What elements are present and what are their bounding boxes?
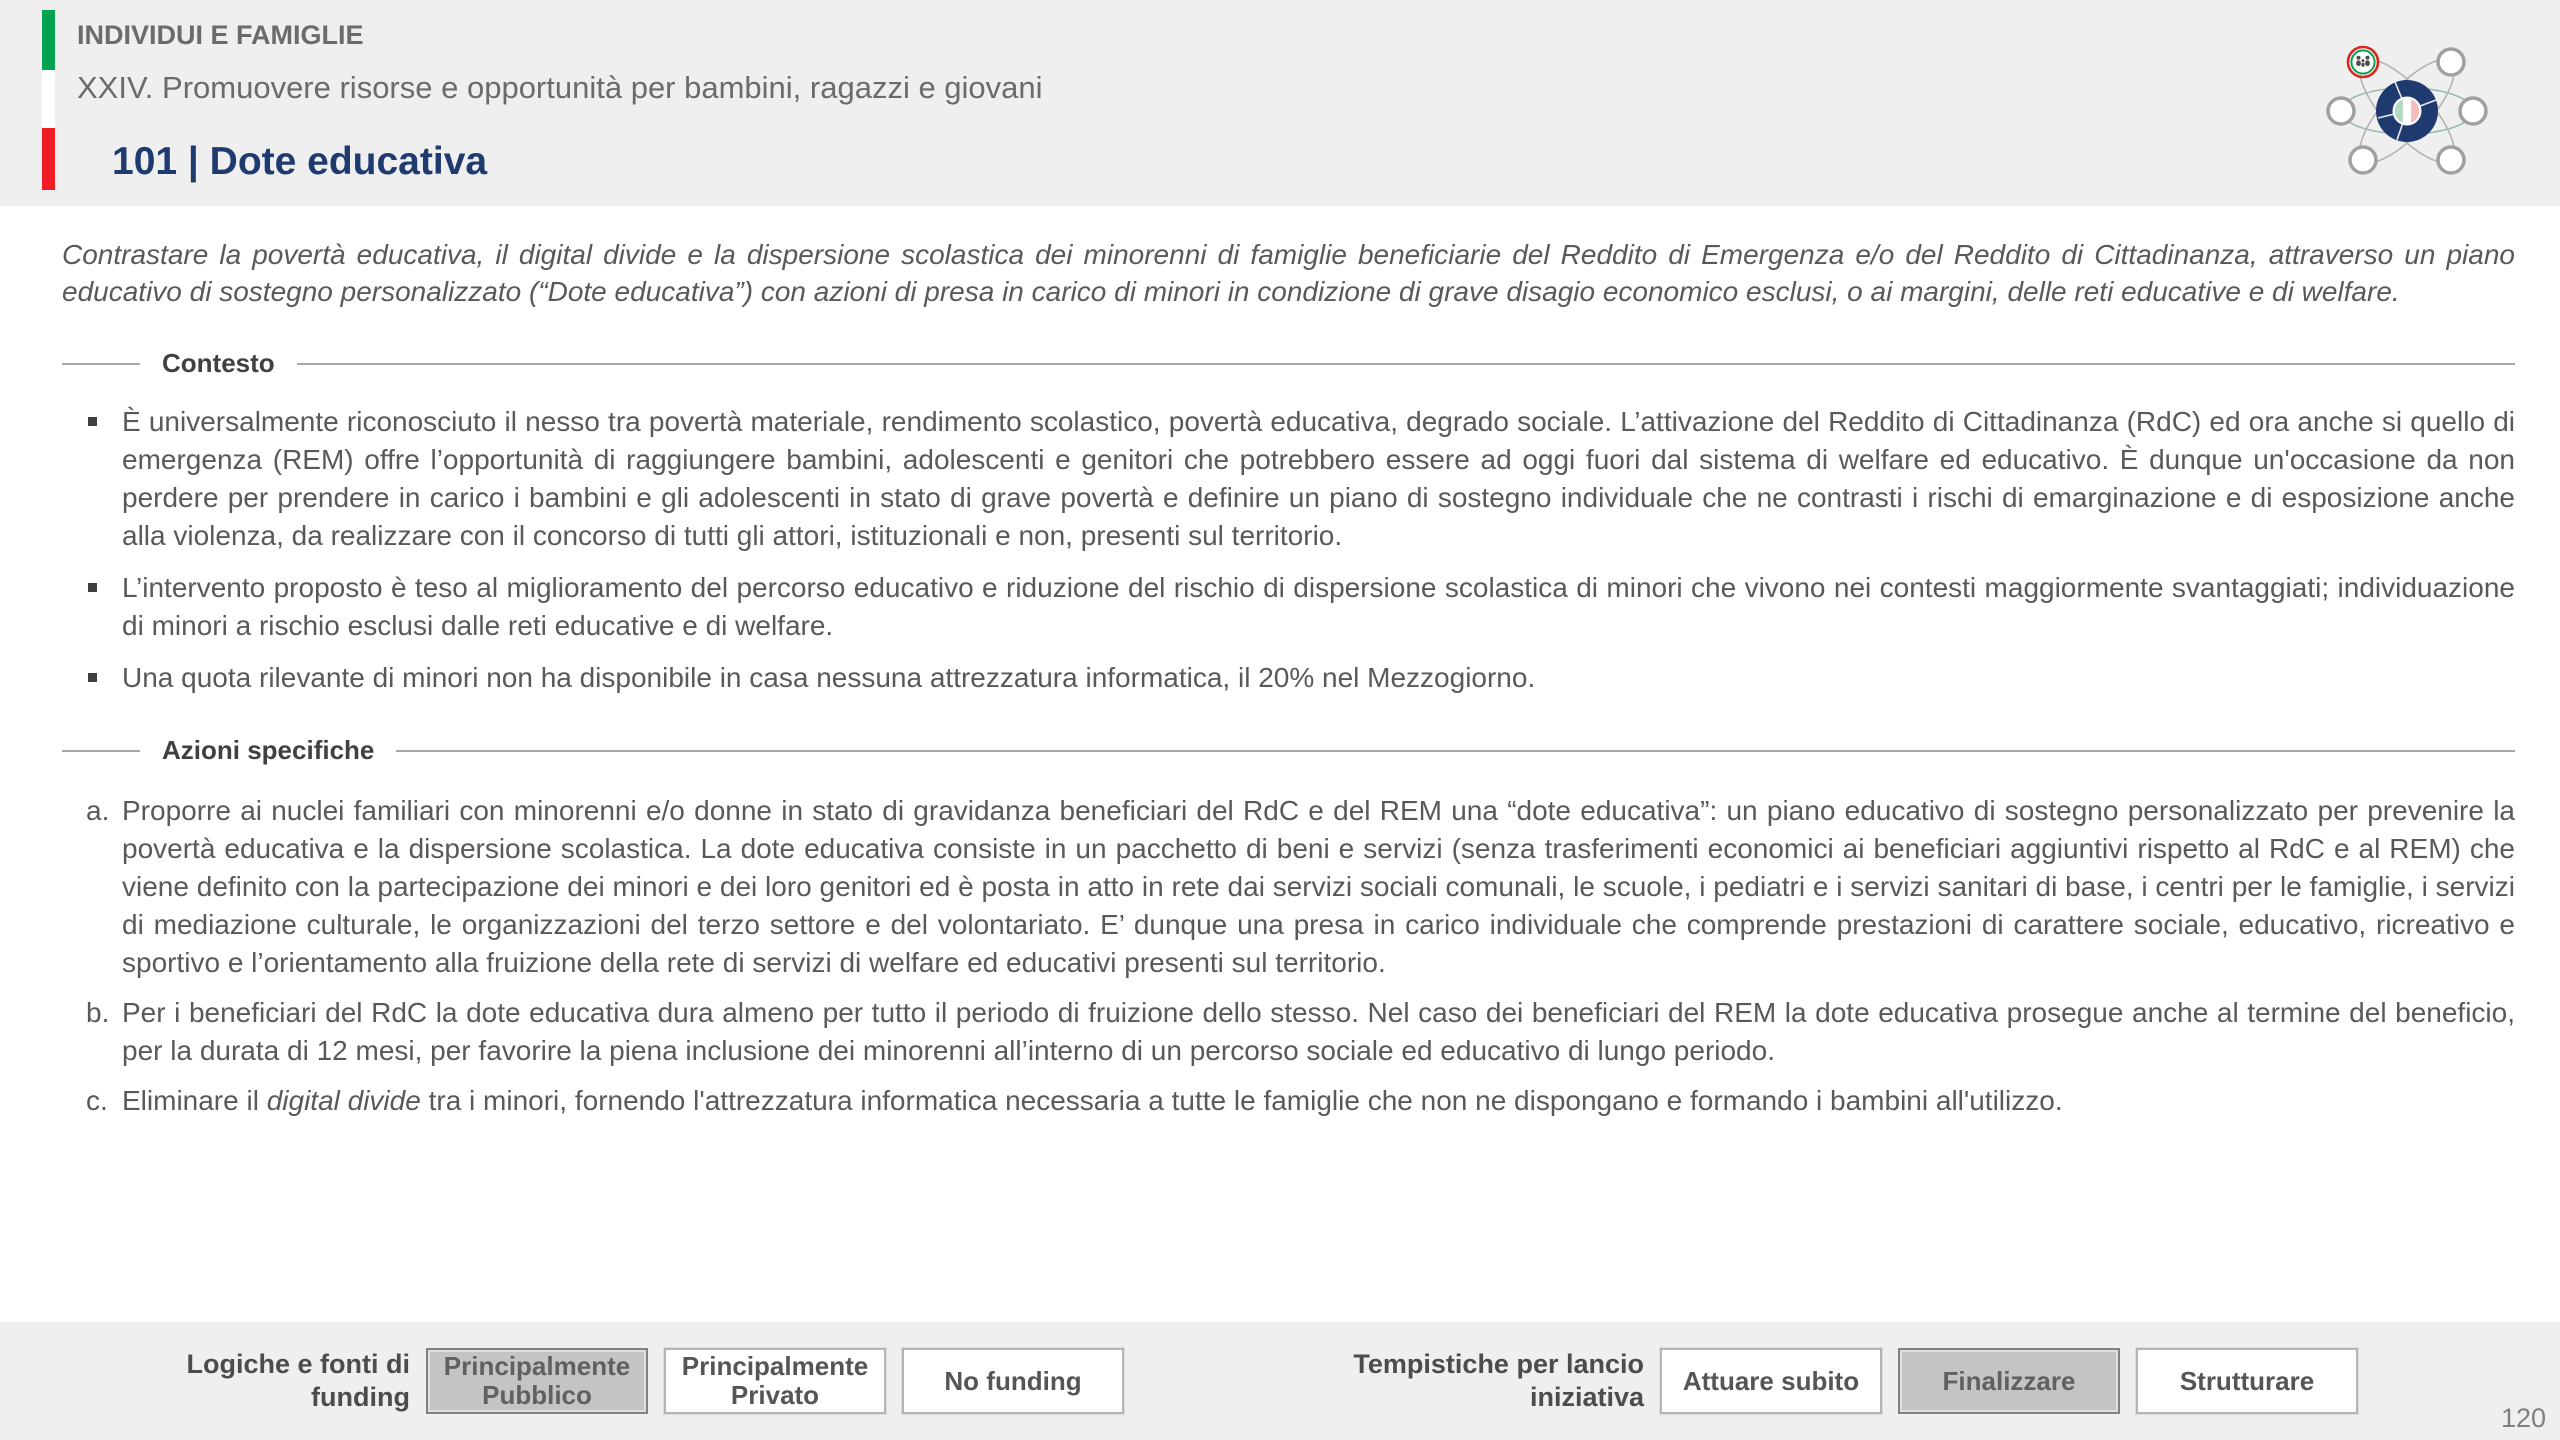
- flag-red-segment: [42, 128, 55, 190]
- square-bullet-icon: [86, 403, 122, 555]
- slide-footer: [0, 1322, 2560, 1440]
- item-letter: c.: [86, 1085, 108, 1116]
- italy-flag-bar-icon: [42, 10, 55, 190]
- azioni-lettered-list: [62, 792, 2515, 1120]
- list-item: [62, 659, 2515, 697]
- chapter-subtitle: XXIV. Promuovere risorse e opportunità per bambini, ragazzi e giovani: [77, 70, 1043, 105]
- flag-green-segment: [42, 10, 55, 70]
- flag-white-segment: [42, 70, 55, 128]
- funding-group-label: Logiche e fonti di funding: [186, 1349, 410, 1412]
- action-text: Per i beneficiari del RdC la dote educativa dura almeno per tutto il periodo di fruizione dello stesso. Nel caso dei beneficiari del REM la dote educativa prosegue anche al termine del beneficio, per la durata di 12 mesi, per favorire la piena inclusione dei minorenni all’interno di un percorso sociale ed educativo di lungo periodo.: [122, 997, 2515, 1066]
- timing-group-label: Tempistiche per lancio iniziativa: [1353, 1349, 1644, 1412]
- page-number: 120: [2500, 1403, 2546, 1433]
- azioni-section-label: Azioni specifiche: [162, 735, 375, 765]
- italic-term: digital divide: [266, 1085, 421, 1116]
- page-title: 101 | Dote educativa: [112, 140, 488, 183]
- list-item: [62, 792, 2515, 982]
- bullet-text: Una quota rilevante di minori non ha disponibile in casa nessuna attrezzatura informatica, il 20% nel Mezzogiorno.: [122, 662, 1536, 693]
- item-letter: a.: [86, 795, 110, 826]
- timing-option-finalizzare[interactable]: Finalizzare: [1898, 1348, 2120, 1414]
- divider-line: [62, 750, 140, 752]
- funding-option-principalmente-pubblico[interactable]: Principalmente Pubblico: [426, 1348, 648, 1414]
- divider-line: [62, 363, 140, 365]
- item-letter: b.: [86, 997, 110, 1028]
- square-bullet-icon: [86, 659, 122, 697]
- network-hub-logo-icon: [2302, 22, 2512, 200]
- square-bullet-icon: [86, 569, 122, 645]
- list-item: [62, 403, 2515, 555]
- category-label: INDIVIDUI E FAMIGLIE: [77, 20, 364, 50]
- funding-option-principalmente-privato[interactable]: Principalmente Privato: [664, 1348, 886, 1414]
- list-item: [62, 1082, 2515, 1120]
- action-text: Eliminare il digital divide tra i minori, fornendo l'attrezzatura informatica necessaria a tutte le famiglie che non ne dispongano e formando i bambini all'utilizzo.: [122, 1085, 2063, 1116]
- azioni-section-header: [62, 735, 2515, 766]
- objective-paragraph: Contrastare la povertà educativa, il digital divide e la dispersione scolastica dei minorenni di famiglie beneficiarie del Reddito di Emergenza e/o del Reddito di Cittadinanza, attraverso un piano educativo di sostegno personalizzato (“Dote educativa”) con azioni di presa in carico di minori in condizione di grave disagio economico esclusi, o ai margini, delle reti educative e di welfare.: [62, 239, 2515, 307]
- slide-body: [0, 206, 2560, 1322]
- bullet-text: L’intervento proposto è teso al miglioramento del percorso educativo e riduzione del rischio di dispersione scolastica di minori che vivono nei contesti maggiormente svantaggiati; individuazione di minori a rischio esclusi dalle reti educative e di welfare.: [122, 572, 2515, 641]
- timing-option-strutturare[interactable]: Strutturare: [2136, 1348, 2358, 1414]
- divider-line: [396, 750, 2515, 752]
- funding-option-no-funding[interactable]: No funding: [902, 1348, 1124, 1414]
- list-item: [62, 569, 2515, 645]
- contesto-bullet-list: [62, 403, 2515, 697]
- contesto-section-label: Contesto: [162, 348, 275, 378]
- divider-line: [297, 363, 2515, 365]
- list-item: [62, 994, 2515, 1070]
- slide-header: [0, 0, 2560, 206]
- contesto-section-header: [62, 348, 2515, 379]
- family-icon: [2348, 47, 2378, 77]
- bullet-text: È universalmente riconosciuto il nesso tra povertà materiale, rendimento scolastico, povertà educativa, degrado sociale. L’attivazione del Reddito di Cittadinanza (RdC) ed ora anche si quello di emergenza (REM) offre l’opportunità di raggiungere bambini, adolescenti e genitori che potrebbero essere ad oggi fuori dal sistema di welfare ed educativo. È dunque un'occasione da non perdere per prendere in carico i bambini e gli adolescenti in stato di grave povertà e definire un piano di sostegno individuale che ne contrasti i rischi di emarginazione e di esposizione anche alla violenza, da realizzare con il concorso di tutti gli attori, istituzionali e non, presenti sul territorio.: [122, 406, 2515, 551]
- action-text: Proporre ai nuclei familiari con minorenni e/o donne in stato di gravidanza beneficiari del RdC e del REM una “dote educativa”: un piano educativo di sostegno personalizzato per prevenire la povertà educativa e la dispersione scolastica. La dote educativa consiste in un pacchetto di beni e servizi (senza trasferimenti economici ai beneficiari aggiuntivi rispetto al RdC e al REM) che viene definito con la partecipazione dei minori e dei loro genitori ed è posta in atto in rete dai servizi sociali comunali, le scuole, i pediatri e i servizi sanitari di base, i centri per le famiglie, i servizi di mediazione culturale, le organizzazioni del terzo settore e del volontariato. E’ dunque una presa in carico individuale che comprende prestazioni di carattere sociale, educativo, ricreativo e sportivo e l’orientamento alla fruizione della rete di servizi di welfare ed educativi presenti sul territorio.: [122, 795, 2515, 978]
- timing-option-attuare-subito[interactable]: Attuare subito: [1660, 1348, 1882, 1414]
